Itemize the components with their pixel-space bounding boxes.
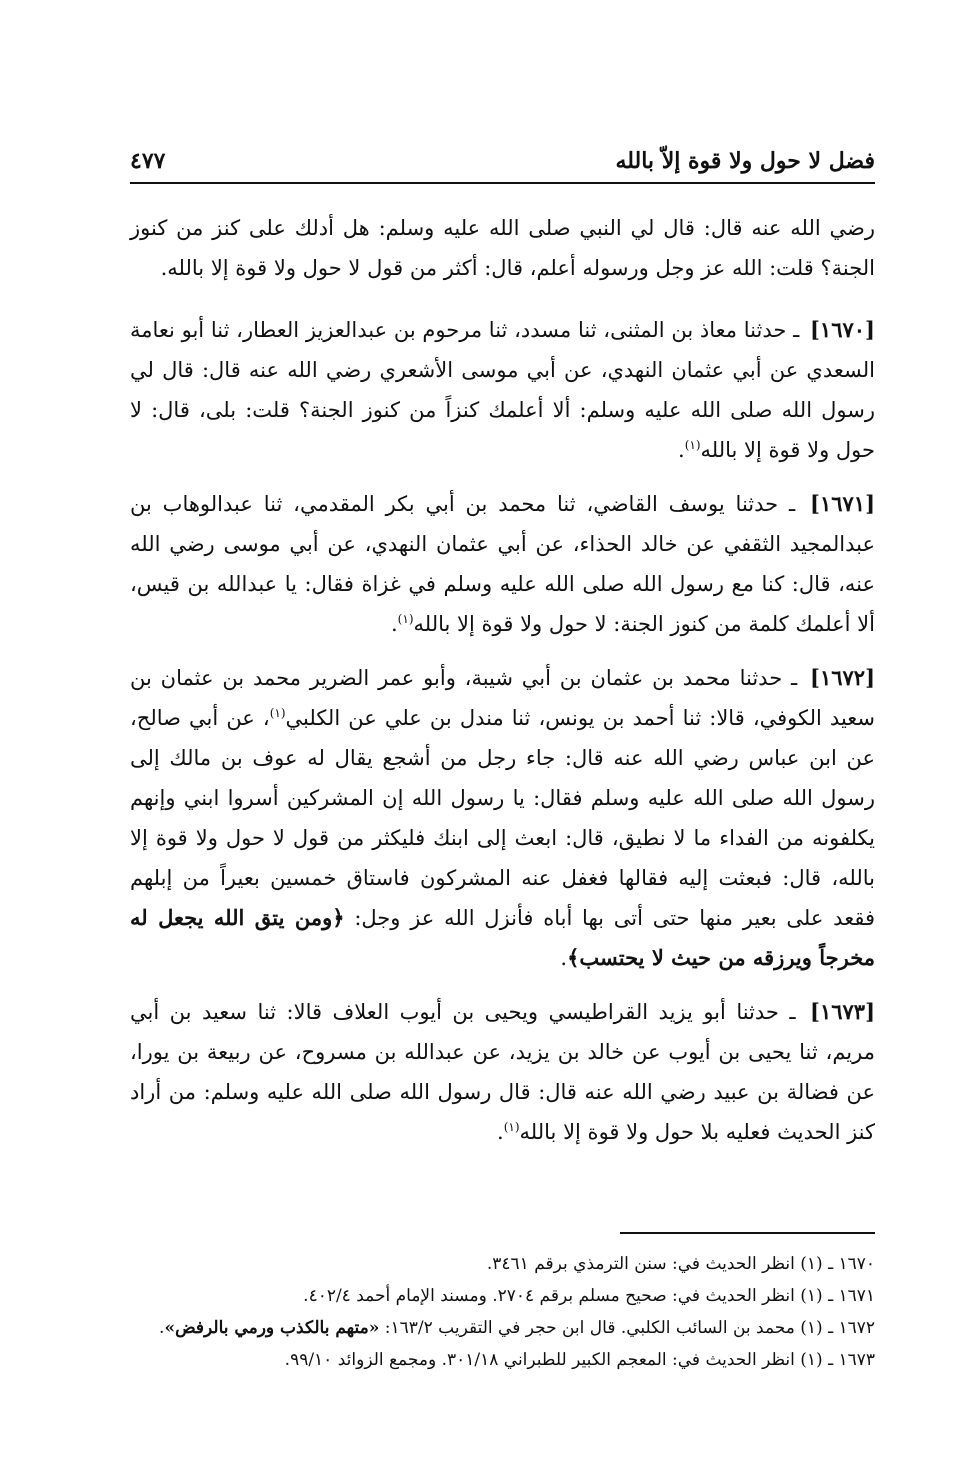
hadith-1672 <box>130 658 875 978</box>
quran-verse: ﴿ومن يتق الله يجعل له مخرجاً ويرزقه من حيث لا يحتسب﴾ <box>130 905 875 970</box>
hadith-number: [١٦٧٠] <box>809 317 875 342</box>
hadith-1670 <box>130 310 875 470</box>
hadith-number: [١٦٧١] <box>810 491 875 516</box>
hadith-1673 <box>130 992 875 1152</box>
hadith-text: ـ حدثنا يوسف القاضي، ثنا محمد بن أبي بكر المقدمي، ثنا عبدالوهاب بن عبدالمجيد الثقفي عن خالد الحذاء، عن أبي عثمان النهدي، عن أبي موسى رضي الله عنه، قال: كنا مع رسول الله صلى الله عليه وسلم في غزاة فقال: يا عبدالله بن قيس، ألا أعلمك كلمة من كنوز الجنة: لا حول ولا قوة إلا بالله <box>130 492 875 636</box>
hadith-1671 <box>130 484 875 644</box>
page-header <box>130 140 875 184</box>
footnote-divider <box>620 1232 875 1234</box>
hadith-text: ـ حدثنا محمد بن عثمان بن أبي شيبة، وأبو عمر الضرير محمد بن عثمان بن سعيد الكوفي، قالا: ثنا أحمد بن يونس، ثنا مندل بن علي عن الكلبي <box>130 666 876 730</box>
footnote-marker[interactable]: (١) <box>503 1120 520 1134</box>
hadith-number: [١٦٧٢] <box>810 665 875 690</box>
continuation-paragraph: رضي الله عنه قال: قال لي النبي صلى الله عليه وسلم: هل أدلك على كنز من كنوز الجنة؟ قلت: الله عز وجل ورسوله أعلم، قال: أكثر من قول لا حول ولا قوة إلا بالله. <box>130 216 875 280</box>
footnote-marker[interactable]: (١) <box>269 706 286 720</box>
running-title: فضل لا حول ولا قوة إلاّ بالله <box>615 148 875 174</box>
footnote-end: . <box>159 1318 165 1338</box>
hadith-end: . <box>560 946 568 970</box>
hadith-end: . <box>678 438 685 462</box>
hadith-end: . <box>390 612 398 636</box>
book-page <box>130 140 875 1376</box>
body-text <box>130 208 875 1152</box>
footnote-1671: ١٦٧١ ـ (١) انظر الحديث في: صحيح مسلم برقم ٢٧٠٤. ومسند الإمام أحمد ٤٠٢/٤. <box>303 1286 875 1306</box>
footnote-1670: ١٦٧٠ ـ (١) انظر الحديث في: سنن الترمذي برقم ٣٤٦١. <box>486 1254 875 1274</box>
page-number: ٤٧٧ <box>130 148 166 174</box>
hadith-end: . <box>497 1120 504 1144</box>
footnote-marker[interactable]: (١) <box>684 438 701 452</box>
footnote-quote: «متهم بالكذب ورمي بالرفض» <box>164 1318 380 1338</box>
footnotes <box>130 1248 875 1376</box>
footnote-1672 <box>130 1312 875 1344</box>
footnote-marker[interactable]: (١) <box>397 612 414 626</box>
hadith-text: ـ حدثنا أبو يزيد القراطيسي ويحيى بن أيوب العلاف قالا: ثنا سعيد بن أبي مريم، ثنا يحيى بن أيوب عن خالد بن يزيد، عن عبدالله بن مسروح، عن ربيعة بن يورا، عن فضالة بن عبيد رضي الله عنه قال: قال رسول الله صلى الله عليه وسلم: من أراد كنز الحديث فعليه بلا حول ولا قوة إلا بالله <box>130 1000 875 1144</box>
hadith-number: [١٦٧٣] <box>810 999 875 1024</box>
footnote-text: ١٦٧٢ ـ (١) محمد بن السائب الكلبي. قال ابن حجر في التقريب ١٦٣/٢: <box>384 1318 875 1338</box>
hadith-text: ـ حدثنا معاذ بن المثنى، ثنا مسدد، ثنا مرحوم بن عبدالعزيز العطار، ثنا أبو نعامة السعدي عن أبي عثمان النهدي، عن أبي موسى الأشعري رضي الله عنه قال: قال لي رسول الله صلى الله عليه وسلم: ألا أعلمك كنزاً من كنوز الجنة؟ قلت: بلى، قال: لا حول ولا قوة إلا بالله <box>130 318 875 462</box>
footnote-1673: ١٦٧٣ ـ (١) انظر الحديث في: المعجم الكبير للطبراني ٣٠١/١٨. ومجمع الزوائد ٩٩/١٠. <box>284 1350 875 1370</box>
hadith-text-cont: ، عن أبي صالح، عن ابن عباس رضي الله عنه قال: جاء رجل من أشجع يقال له عوف بن مالك إلى رسول الله صلى الله عليه وسلم فقال: يا رسول الله إن المشركين أسروا ابني وإنهم يكلفونه من الفداء ما لا نطيق، قال: ابعث إلى ابنك فليكثر من قول لا حول ولا قوة إلا بالله، قال: فبعثت إليه فقالها فغفل عنه المشركون فاستاق خمسين بعيراً من إبلهم فقعد على بعير منها حتى أتى بها أباه فأنزل الله عز وجل: <box>130 706 875 930</box>
